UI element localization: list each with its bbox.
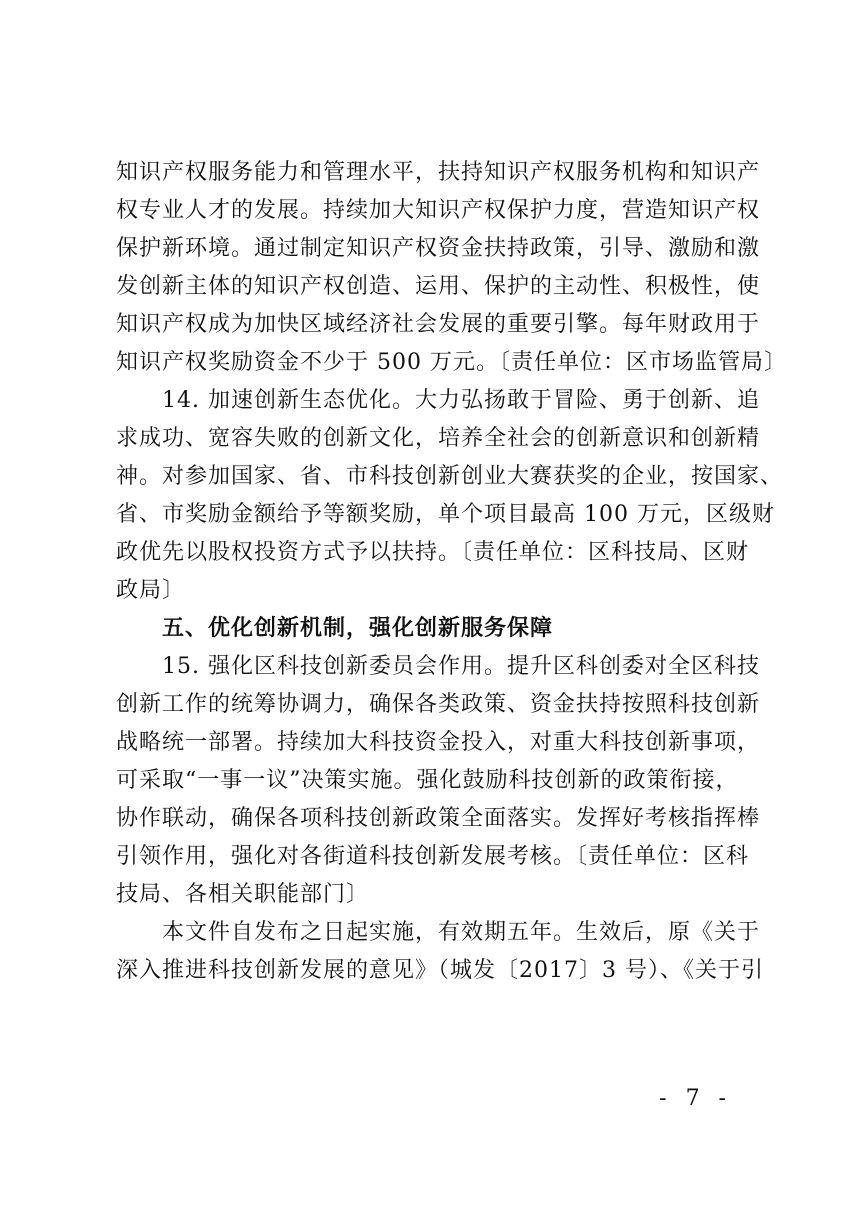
text-line: 神。对参加国家、省、市科技创新创业大赛获奖的企业，按国家、 [116,464,784,489]
text-line: 创新工作的统筹协调力，确保各类政策、资金扶持按照科技创新 [116,692,761,717]
text-line: 可采取“一事一议”决策实施。强化鼓励科技创新的政策衔接， [116,768,739,793]
section-heading: 五、优化创新机制，强化创新服务保障 [116,616,554,641]
text-line: 本文件自发布之日起实施，有效期五年。生效后，原《关于 [116,920,761,945]
text-line: 协作联动，确保各项科技创新政策全面落实。发挥好考核指挥棒 [116,806,761,831]
text-line: 深入推进科技创新发展的意见》（城发〔2017〕3 号）、《关于引 [116,958,764,983]
text-line: 15. 强化区科技创新委员会作用。提升区科创委对全区科技 [116,654,760,679]
text-line: 保护新环境。通过制定知识产权资金扶持政策，引导、激励和激 [116,236,761,261]
page-number: - 7 - [659,1086,732,1111]
text-line: 知识产权成为加快区域经济社会发展的重要引擎。每年财政用于 [116,312,761,337]
body-text [116,154,787,990]
text-line: 知识产权奖励资金不少于 500 万元。〔责任单位：区市场监管局〕 [116,350,787,375]
text-line: 战略统一部署。持续加大科技资金投入，对重大科技创新事项， [116,730,761,755]
text-line: 发创新主体的知识产权创造、运用、保护的主动性、积极性，使 [116,274,761,299]
text-line: 14. 加速创新生态优化。大力弘扬敢于冒险、勇于创新、追 [116,388,760,413]
text-line: 技局、各相关职能部门〕 [116,882,370,907]
text-line: 权专业人才的发展。持续加大知识产权保护力度，营造知识产权 [116,198,761,223]
text-line: 知识产权服务能力和管理水平，扶持知识产权服务机构和知识产 [116,160,761,185]
text-line: 政优先以股权投资方式予以扶持。〔责任单位：区科技局、区财 [116,540,750,565]
text-line: 引领作用，强化对各街道科技创新发展考核。〔责任单位：区科 [116,844,750,869]
text-line: 省、市奖励金额给予等额奖励，单个项目最高 100 万元，区级财 [116,502,775,527]
text-line: 求成功、宽容失败的创新文化，培养全社会的创新意识和创新精 [116,426,761,451]
text-line: 政局〕 [116,578,186,603]
